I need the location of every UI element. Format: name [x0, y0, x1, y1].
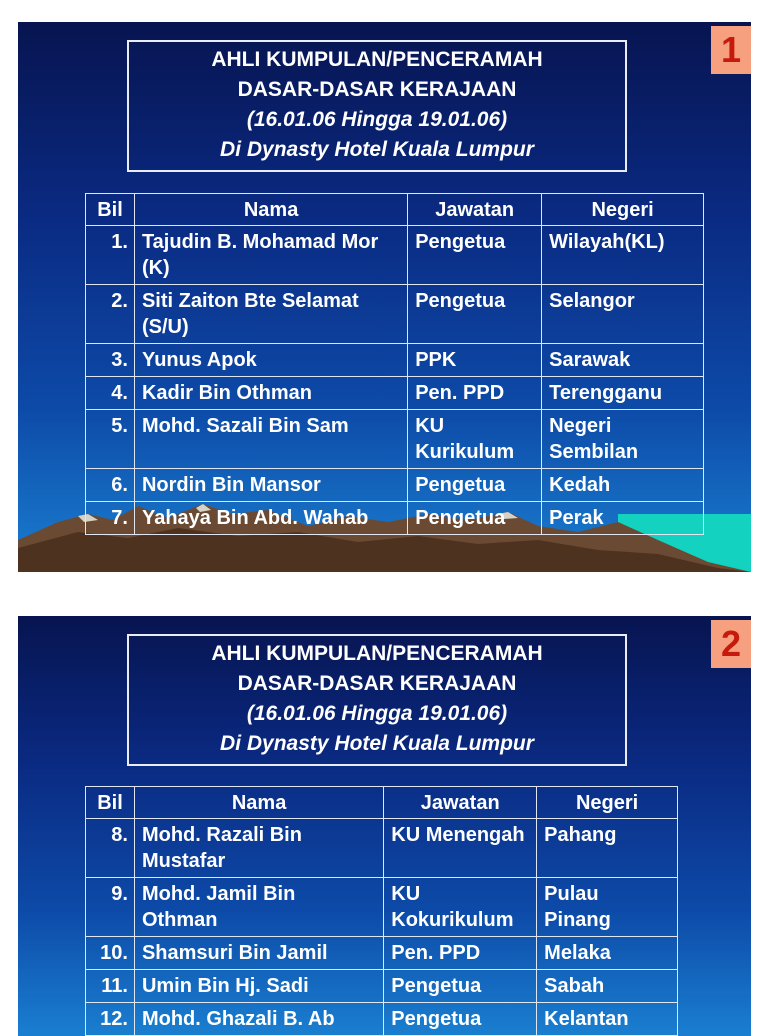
cell-nama: Yahaya Bin Abd. Wahab — [134, 502, 407, 535]
cell-nama: Nordin Bin Mansor — [134, 469, 407, 502]
member-table — [85, 786, 678, 1036]
cell-jawatan: PPK — [408, 344, 542, 377]
cell-jawatan: Pen. PPD — [384, 937, 537, 970]
title-date-range: (16.01.06 Hingga 19.01.06) — [246, 702, 508, 725]
table-row — [86, 226, 704, 285]
cell-bil: 7. — [86, 502, 135, 535]
cell-negeri: Wilayah(KL) — [542, 226, 704, 285]
table-row — [86, 410, 704, 469]
title-line-1: AHLI KUMPULAN/PENCERAMAH — [211, 642, 543, 665]
cell-jawatan: Pengetua — [384, 970, 537, 1003]
cell-negeri: Negeri Sembilan — [542, 410, 704, 469]
slide-title-box — [127, 40, 627, 172]
header-jawatan: Jawatan — [384, 787, 537, 819]
cell-negeri: Pahang — [537, 819, 678, 878]
cell-bil: 10. — [86, 937, 135, 970]
cell-jawatan: Pengetua — [408, 285, 542, 344]
cell-bil: 12. — [86, 1003, 135, 1036]
cell-nama: Shamsuri Bin Jamil — [134, 937, 383, 970]
cell-bil: 11. — [86, 970, 135, 1003]
cell-negeri: Perak — [542, 502, 704, 535]
cell-jawatan: Pengetua — [384, 1003, 537, 1036]
cell-negeri: Pulau Pinang — [537, 878, 678, 937]
cell-nama: Kadir Bin Othman — [134, 377, 407, 410]
header-negeri: Negeri — [542, 194, 704, 226]
cell-bil: 6. — [86, 469, 135, 502]
cell-nama: Mohd. Razali Bin Mustafar — [134, 819, 383, 878]
table-row — [86, 285, 704, 344]
table-row — [86, 344, 704, 377]
table-row — [86, 819, 678, 878]
title-line-1: AHLI KUMPULAN/PENCERAMAH — [211, 48, 543, 71]
table-row — [86, 970, 678, 1003]
header-nama: Nama — [134, 194, 407, 226]
slide-number-badge: 1 — [711, 26, 751, 74]
title-line-2: DASAR-DASAR KERAJAAN — [237, 78, 517, 101]
member-table — [85, 193, 704, 535]
title-venue: Di Dynasty Hotel Kuala Lumpur — [220, 732, 534, 755]
slide-number-badge: 2 — [711, 620, 751, 668]
cell-nama: Mohd. Sazali Bin Sam — [134, 410, 407, 469]
cell-bil: 1. — [86, 226, 135, 285]
slide-1 — [18, 22, 751, 572]
cell-jawatan: KU Kokurikulum — [384, 878, 537, 937]
cell-negeri: Kedah — [542, 469, 704, 502]
table-row — [86, 1003, 678, 1036]
cell-jawatan: Pen. PPD — [408, 377, 542, 410]
table-row — [86, 502, 704, 535]
cell-nama: Yunus Apok — [134, 344, 407, 377]
cell-bil: 4. — [86, 377, 135, 410]
table-row — [86, 937, 678, 970]
cell-negeri: Selangor — [542, 285, 704, 344]
table-row — [86, 469, 704, 502]
cell-nama: Umin Bin Hj. Sadi — [134, 970, 383, 1003]
cell-jawatan: Pengetua — [408, 469, 542, 502]
header-bil: Bil — [86, 194, 135, 226]
cell-nama: Mohd. Jamil Bin Othman — [134, 878, 383, 937]
slide-2 — [18, 616, 751, 1036]
cell-negeri: Melaka — [537, 937, 678, 970]
cell-negeri: Terengganu — [542, 377, 704, 410]
cell-jawatan: Pengetua — [408, 226, 542, 285]
header-bil: Bil — [86, 787, 135, 819]
title-line-2: DASAR-DASAR KERAJAAN — [237, 672, 517, 695]
cell-bil: 9. — [86, 878, 135, 937]
cell-bil: 2. — [86, 285, 135, 344]
table-row — [86, 377, 704, 410]
cell-negeri: Sarawak — [542, 344, 704, 377]
cell-bil: 8. — [86, 819, 135, 878]
slide-title-box — [127, 634, 627, 766]
title-venue: Di Dynasty Hotel Kuala Lumpur — [220, 138, 534, 161]
cell-bil: 5. — [86, 410, 135, 469]
table-header-row — [86, 787, 678, 819]
cell-nama: Siti Zaiton Bte Selamat (S/U) — [134, 285, 407, 344]
table-header-row — [86, 194, 704, 226]
cell-nama: Mohd. Ghazali B. Ab — [134, 1003, 383, 1036]
header-nama: Nama — [134, 787, 383, 819]
header-jawatan: Jawatan — [408, 194, 542, 226]
cell-nama: Tajudin B. Mohamad Mor (K) — [134, 226, 407, 285]
cell-jawatan: KU Menengah — [384, 819, 537, 878]
cell-negeri: Sabah — [537, 970, 678, 1003]
cell-bil: 3. — [86, 344, 135, 377]
cell-jawatan: Pengetua — [408, 502, 542, 535]
table-row — [86, 878, 678, 937]
title-date-range: (16.01.06 Hingga 19.01.06) — [246, 108, 508, 131]
cell-jawatan: KU Kurikulum — [408, 410, 542, 469]
header-negeri: Negeri — [537, 787, 678, 819]
cell-negeri: Kelantan — [537, 1003, 678, 1036]
